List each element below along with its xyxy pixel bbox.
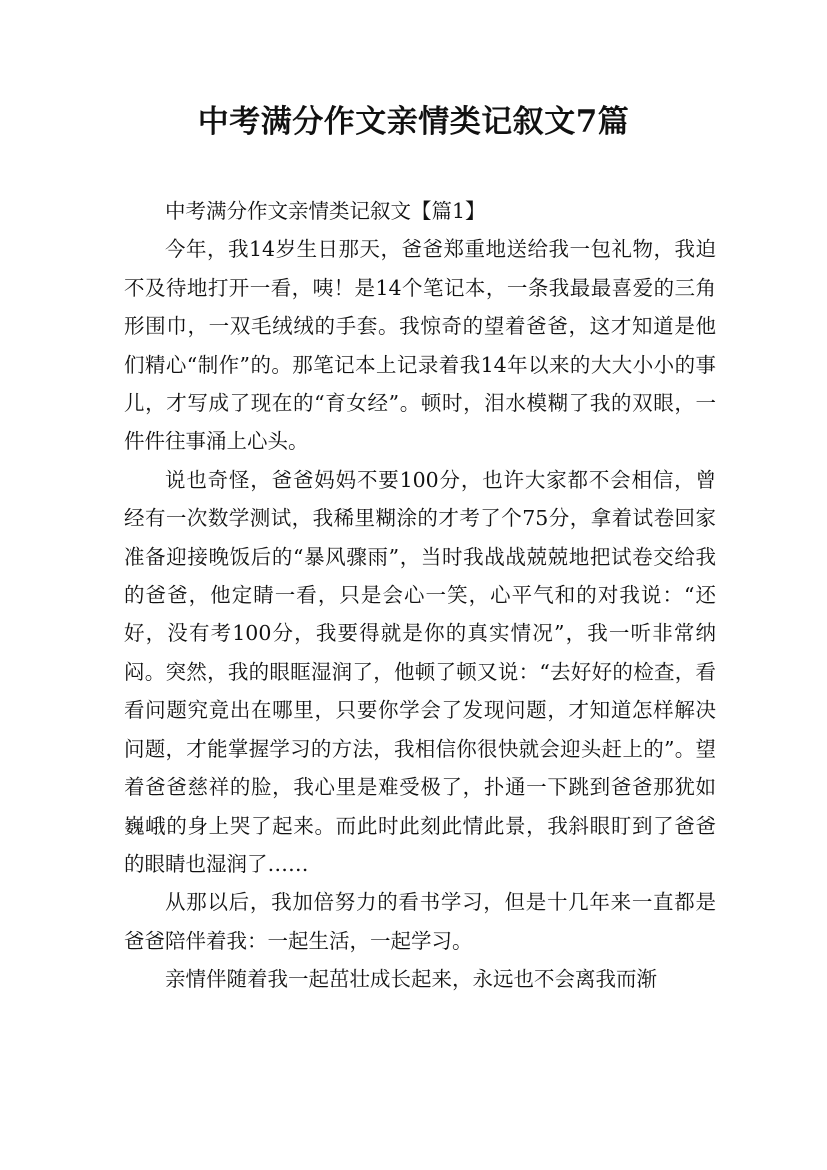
paragraph: 亲情伴随着我一起茁壮成长起来，永远也不会离我而渐 <box>165 967 657 992</box>
paragraph: 从那以后，我加倍努力的看书学习，但是十几年来一直都是爸爸陪伴着我：一起生活，一起学习。 <box>124 890 716 953</box>
paragraph: 说也奇怪，爸爸妈妈不要100分，也许大家都不会相信，曾经有一次数学测试，我稀里糊涂的才考了个75分，拿着试卷回家准备迎接晚饭后的“暴风骤雨”，当时我战战兢兢地把试卷交给我的爸爸，他定睛一看，只是会心一笑，心平气和的对我说：“还好，没有考100分，我要得就是你的真实情况”，我一听非常纳闷。突然，我的眼眶湿润了，他顿了顿又说：“去好好的检查，看看问题究竟出在哪里，只要你学会了发现问题，才知道怎样解决问题，才能掌握学习的方法，我相信你很快就会迎头赶上的”。望着爸爸慈祥的脸，我心里是难受极了，扑通一下跳到爸爸那犹如巍峨的身上哭了起来。而此时此刻此情此景，我斜眼盯到了爸爸的眼睛也湿润了…… <box>124 467 716 876</box>
paragraph: 今年，我14岁生日那天，爸爸郑重地送给我一包礼物，我迫不及待地打开一看，咦！是14个笔记本，一条我最最喜爱的三角形围巾，一双毛绒绒的手套。我惊奇的望着爸爸，这才知道是他们精心“制作”的。那笔记本上记录着我14年以来的大大小小的事儿，才写成了现在的“育女经”。顿时，泪水模糊了我的双眼，一件件往事涌上心头。 <box>124 237 716 454</box>
section-heading: 中考满分作文亲情类记叙文【篇1】 <box>165 199 486 223</box>
document-title: 中考满分作文亲情类记叙文7篇 <box>197 104 630 140</box>
document-body <box>124 192 716 999</box>
